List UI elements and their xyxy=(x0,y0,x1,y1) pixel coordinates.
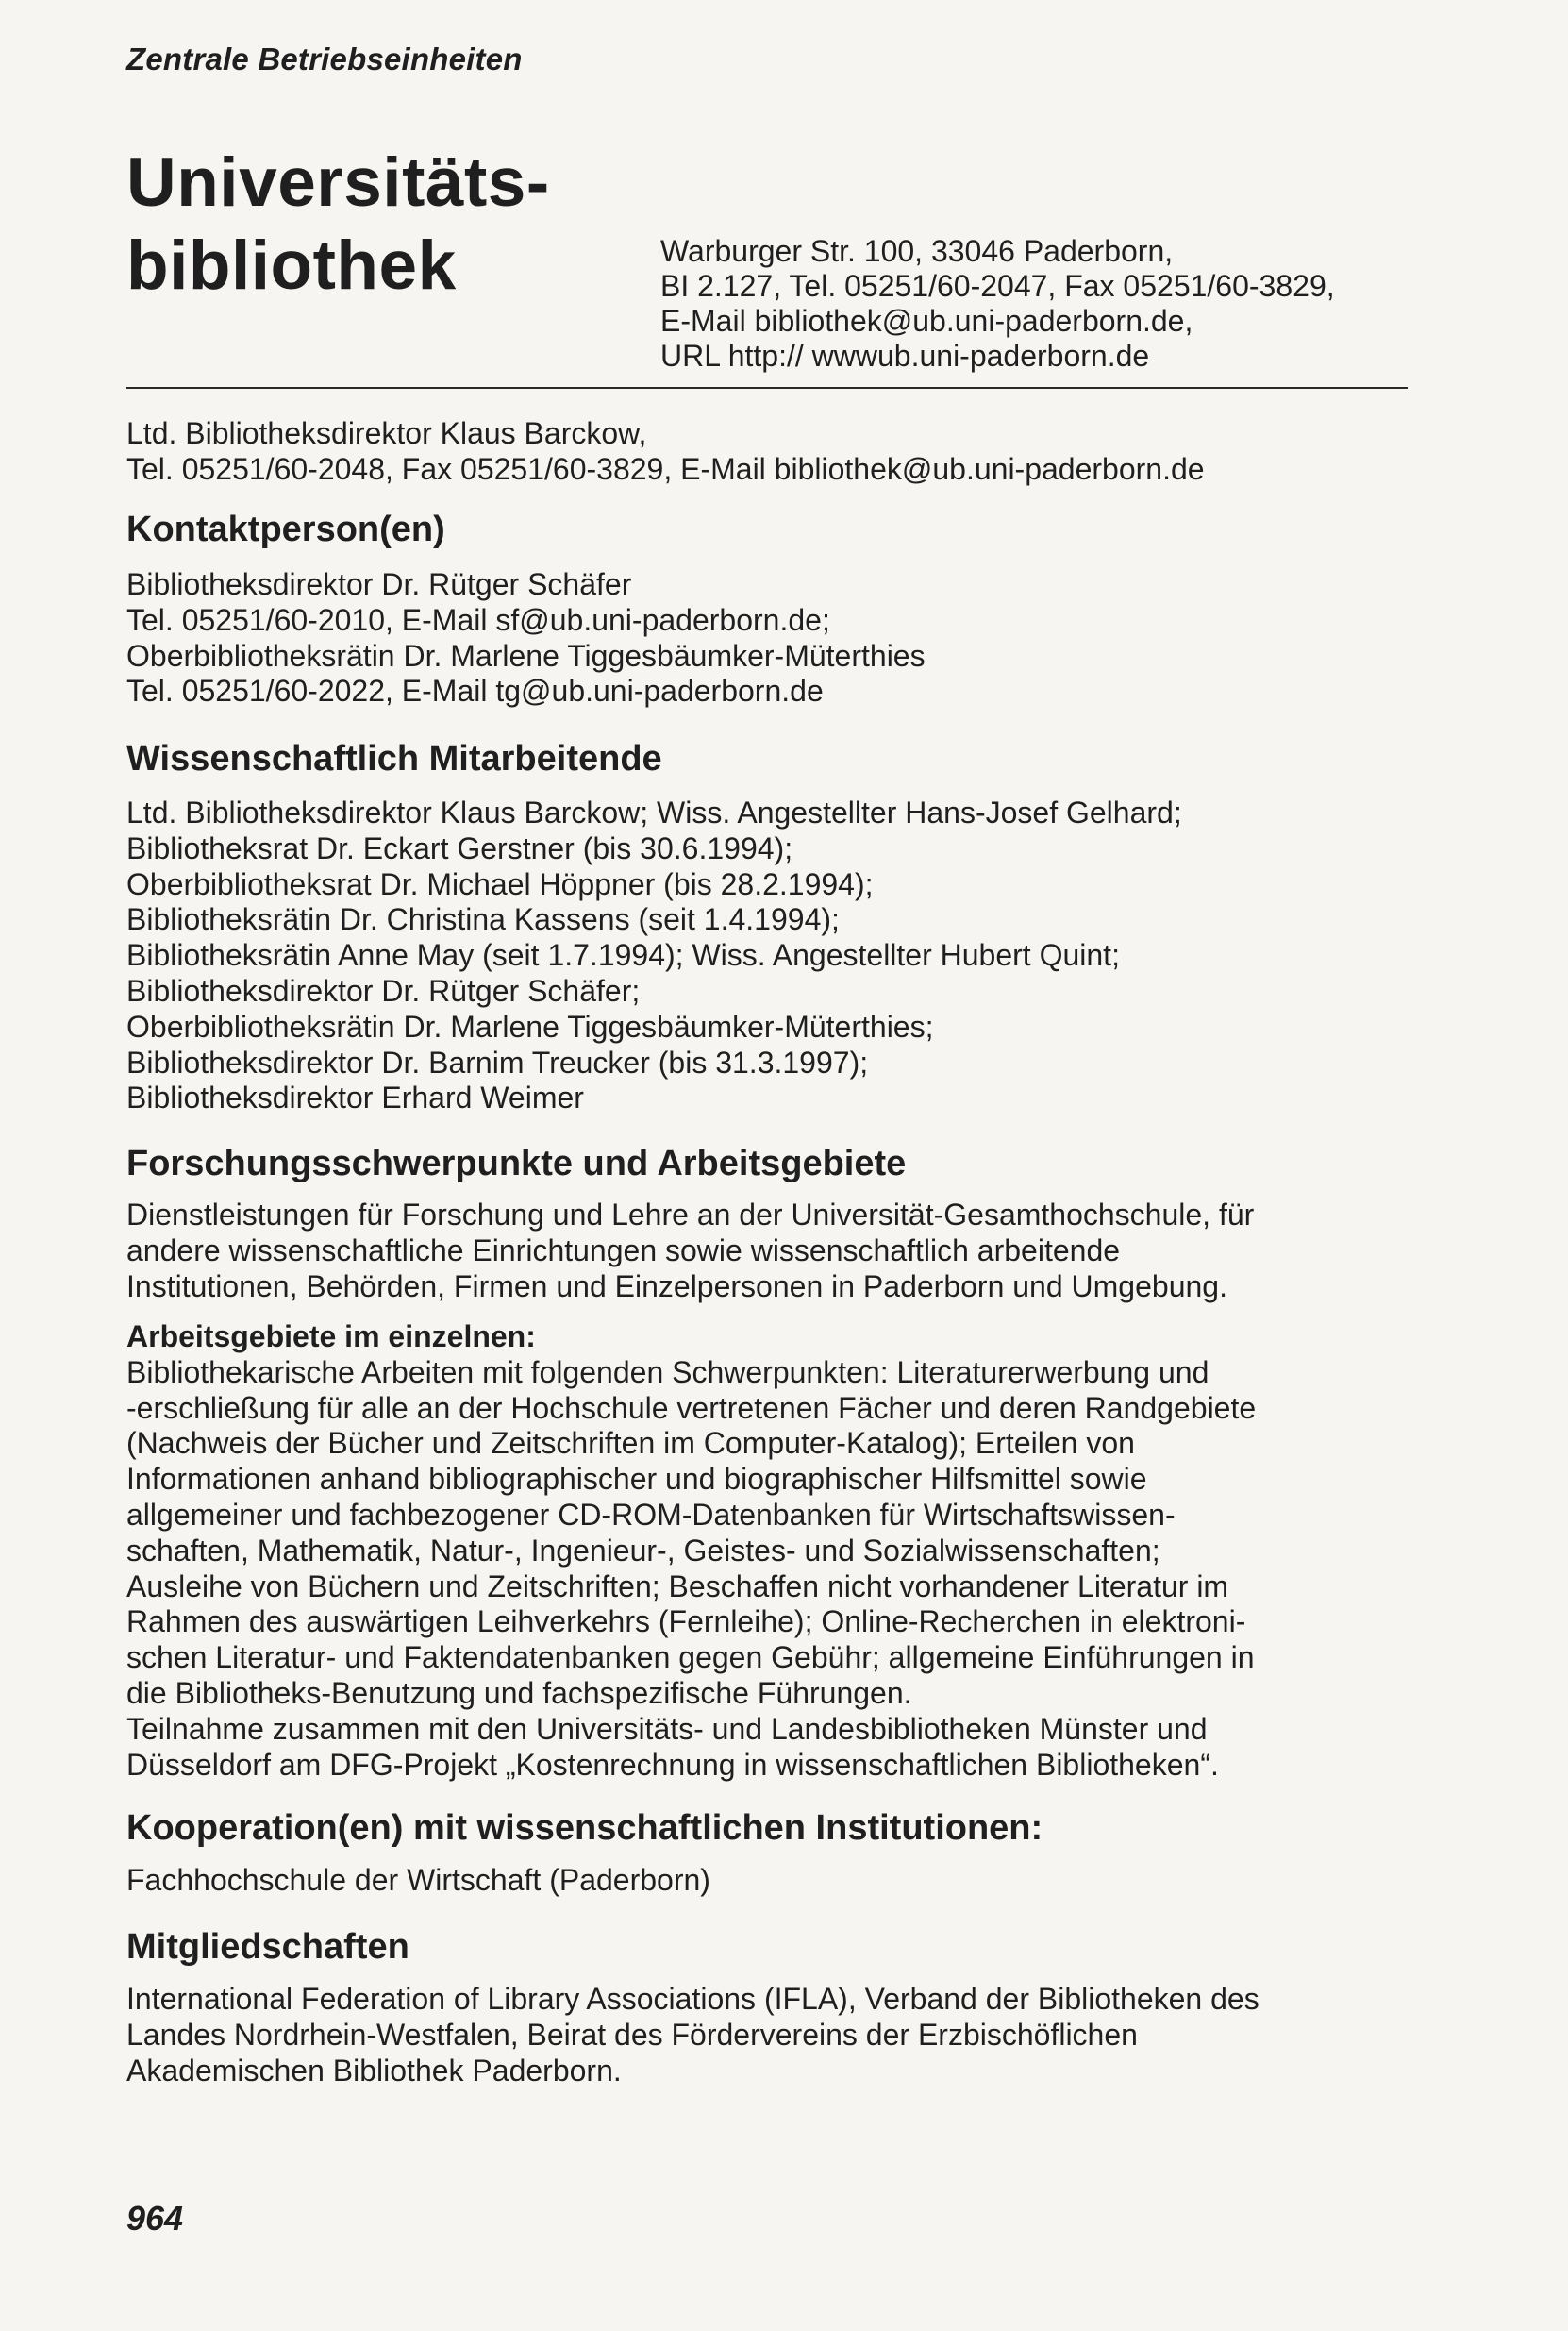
address-line: E-Mail bibliothek@ub.uni-paderborn.de, xyxy=(660,304,1193,338)
kooperation-block xyxy=(126,1863,710,1899)
section-heading-forschung: Forschungsschwerpunkte und Arbeitsgebiete xyxy=(126,1144,907,1183)
mitgliedschaften-block xyxy=(126,1982,1259,2088)
header-divider xyxy=(126,387,1408,389)
text-line: Bibliotheksdirektor Dr. Rütger Schäfer; xyxy=(126,973,641,1008)
text-line: Institutionen, Behörden, Firmen und Einzelpersonen in Paderborn und Umgebung. xyxy=(126,1268,1227,1303)
text-line: Akademischen Bibliothek Paderborn. xyxy=(126,2053,622,2088)
page-title-line-1: Universitäts- xyxy=(126,144,550,221)
address-line: Warburger Str. 100, 33046 Paderborn, xyxy=(660,234,1174,268)
mitarbeitende-block xyxy=(126,796,1182,1116)
text-line: Bibliotheksdirektor Dr. Barnim Treucker (bis 31.3.1997); xyxy=(126,1045,869,1080)
text-line: schen Literatur- und Faktendatenbanken gegen Gebühr; allgemeine Einführungen in xyxy=(126,1640,1255,1675)
address-line: BI 2.127, Tel. 05251/60-2047, Fax 05251/60-3829, xyxy=(660,269,1335,303)
running-head: Zentrale Betriebseinheiten xyxy=(126,42,523,76)
page-title-line-2: bibliothek xyxy=(126,227,457,304)
text-line: Bibliotheksrätin Dr. Christina Kassens (seit 1.4.1994); xyxy=(126,902,840,937)
text-line: Teilnahme zusammen mit den Universitäts- und Landesbibliotheken Münster und xyxy=(126,1711,1208,1746)
text-line: Oberbibliotheksrätin Dr. Marlene Tiggesbäumker-Müterthies xyxy=(126,638,926,673)
text-line: Bibliotheksdirektor Erhard Weimer xyxy=(126,1081,584,1115)
forschung-intro-block xyxy=(126,1198,1254,1304)
text-line: Bibliotheksrätin Anne May (seit 1.7.1994); Wiss. Angestellter Hubert Quint; xyxy=(126,938,1120,973)
text-line: Informationen anhand bibliographischer und biographischer Hilfsmittel sowie xyxy=(126,1462,1147,1497)
page-title xyxy=(126,142,550,308)
text-line: Oberbibliotheksrätin Dr. Marlene Tiggesbäumker-Müterthies; xyxy=(126,1009,934,1044)
forschung-detail-block xyxy=(126,1319,1256,1783)
section-heading-mitgliedschaften: Mitgliedschaften xyxy=(126,1927,409,1967)
section-heading-mitarbeitende: Wissenschaftlich Mitarbeitende xyxy=(126,739,662,779)
address-block xyxy=(660,234,1335,374)
text-line: Oberbibliotheksrat Dr. Michael Höppner (bis 28.2.1994); xyxy=(126,866,874,901)
text-line: Bibliothekarische Arbeiten mit folgenden Schwerpunkten: Literaturerwerbung und xyxy=(126,1354,1209,1389)
text-line: schaften, Mathematik, Natur-, Ingenieur-, Geistes- und Sozialwissenschaften; xyxy=(126,1533,1160,1568)
text-line: Düsseldorf am DFG-Projekt „Kostenrechnung in wissenschaftlichen Bibliotheken“. xyxy=(126,1747,1219,1782)
text-line: -erschließung für alle an der Hochschule vertretenen Fächer und deren Randgebiete xyxy=(126,1390,1257,1425)
text-line: Tel. 05251/60-2010, E-Mail sf@ub.uni-paderborn.de; xyxy=(126,602,830,637)
text-line: die Bibliotheks-Benutzung und fachspezifische Führungen. xyxy=(126,1675,912,1710)
director-block xyxy=(126,415,1205,487)
text-line: International Federation of Library Associations (IFLA), Verband der Bibliotheken des xyxy=(126,1982,1259,2016)
text-line: Bibliotheksdirektor Dr. Rütger Schäfer xyxy=(126,567,632,601)
text-line: Bibliotheksrat Dr. Eckart Gerstner (bis 30.6.1994); xyxy=(126,830,793,865)
text-line: andere wissenschaftliche Einrichtungen sowie wissenschaftlich arbeitende xyxy=(126,1233,1121,1267)
text-line: Ltd. Bibliotheksdirektor Klaus Barckow; Wiss. Angestellter Hans-Josef Gelhard; xyxy=(126,796,1182,830)
director-line: Tel. 05251/60-2048, Fax 05251/60-3829, E-Mail bibliothek@ub.uni-paderborn.de xyxy=(126,452,1205,486)
text-line: allgemeiner und fachbezogener CD-ROM-Datenbanken für Wirtschaftswissen- xyxy=(126,1497,1176,1532)
kontakt-block xyxy=(126,567,926,710)
section-heading-kontakt: Kontaktperson(en) xyxy=(126,510,445,549)
text-line: Tel. 05251/60-2022, E-Mail tg@ub.uni-paderborn.de xyxy=(126,674,824,709)
director-line: Ltd. Bibliotheksdirektor Klaus Barckow, xyxy=(126,416,647,450)
text-line: Dienstleistungen für Forschung und Lehre an der Universität-Gesamthochschule, für xyxy=(126,1198,1255,1232)
text-line: Landes Nordrhein-Westfalen, Beirat des Fördervereins der Erzbischöflichen xyxy=(126,2017,1138,2052)
text-line: (Nachweis der Bücher und Zeitschriften im Computer-Katalog); Erteilen von xyxy=(126,1426,1135,1461)
section-heading-kooperation: Kooperation(en) mit wissenschaftlichen Institutionen: xyxy=(126,1808,1043,1848)
text-line: Ausleihe von Büchern und Zeitschriften; Beschaffen nicht vorhandener Literatur im xyxy=(126,1568,1229,1603)
page-number: 964 xyxy=(126,2199,184,2238)
address-line: URL http:// wwwub.uni-paderborn.de xyxy=(660,339,1150,373)
text-line: Rahmen des auswärtigen Leihverkehrs (Fernleihe); Online-Recherchen in elektroni- xyxy=(126,1604,1246,1639)
subheading-arbeitsgebiete: Arbeitsgebiete im einzelnen: xyxy=(126,1319,536,1353)
text-line: Fachhochschule der Wirtschaft (Paderborn) xyxy=(126,1863,710,1897)
